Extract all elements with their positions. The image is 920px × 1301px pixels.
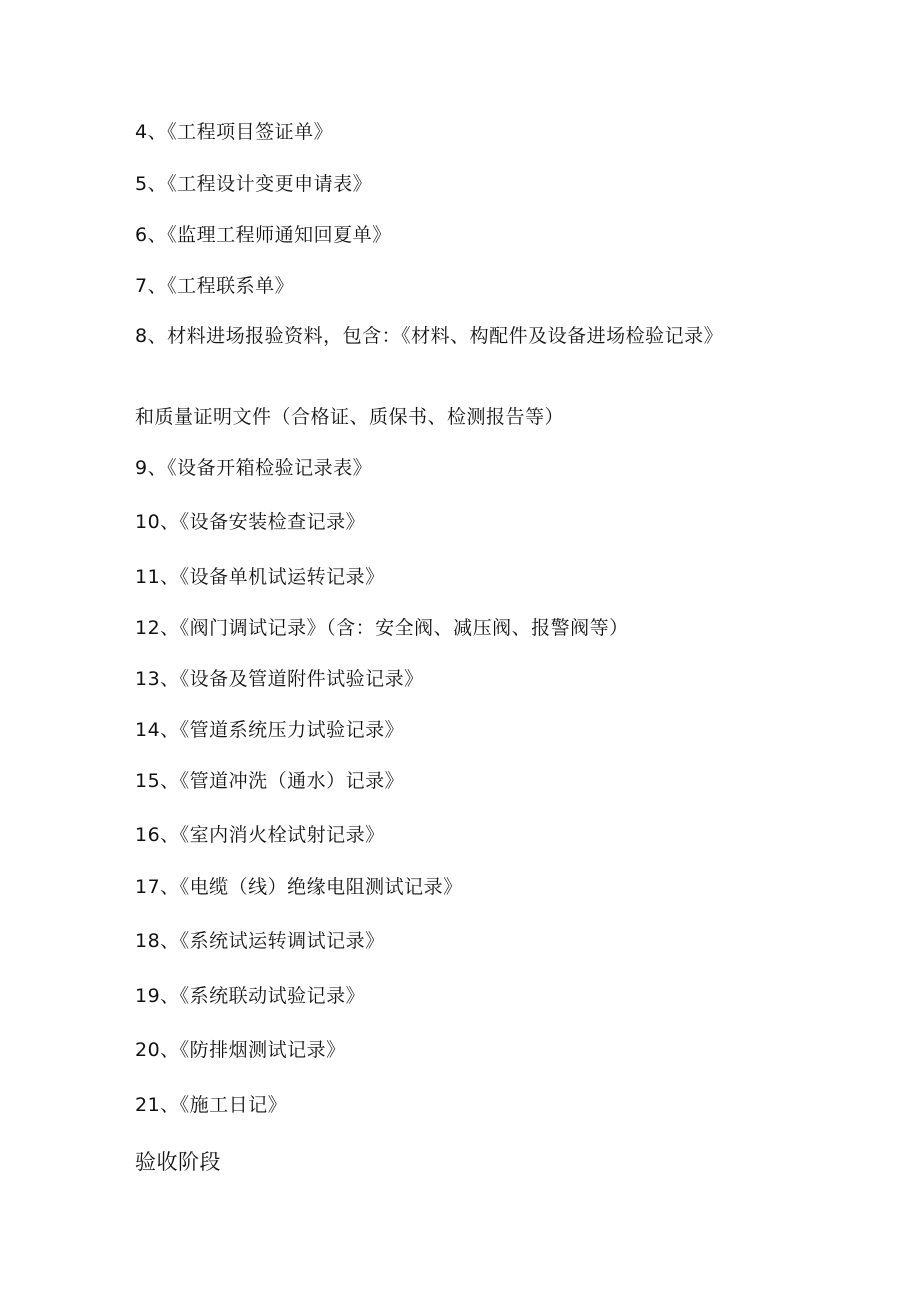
- list-item: 16、《室内消火栓试射记录》: [135, 824, 385, 846]
- list-item: 14、《管道系统压力试验记录》: [135, 719, 405, 741]
- list-item: 18、《系统试运转调试记录》: [135, 930, 385, 952]
- list-item: 15、《管道冲洗（通水）记录》: [135, 770, 405, 792]
- list-item: 12、《阀门调试记录》（含：安全阀、减压阀、报警阀等）: [135, 617, 629, 639]
- list-item-continuation: 和质量证明文件（合格证、质保书、检测报告等）: [135, 406, 565, 428]
- list-item: 5、《工程设计变更申请表》: [135, 173, 373, 195]
- list-item: 19、《系统联动试验记录》: [135, 985, 366, 1007]
- list-item: 20、《防排烟测试记录》: [135, 1039, 346, 1061]
- list-item: 11、《设备单机试运转记录》: [135, 566, 385, 588]
- list-item: 21、《施工日记》: [135, 1094, 288, 1116]
- list-item: 7、《工程联系单》: [135, 275, 295, 297]
- list-item: 6、《监理工程师通知回夏单》: [135, 224, 392, 246]
- section-heading: 验收阶段: [135, 1150, 221, 1174]
- list-item: 17、《电缆（线）绝缘电阻测试记录》: [135, 876, 463, 898]
- list-item: 13、《设备及管道附件试验记录》: [135, 668, 424, 690]
- list-item: 9、《设备开箱检验记录表》: [135, 457, 373, 479]
- list-item: 4、《工程项目签证单》: [135, 121, 334, 143]
- list-item: 10、《设备安装检查记录》: [135, 511, 366, 533]
- list-item: 8、材料进场报验资料，包含：《材料、构配件及设备进场检验记录》: [135, 325, 724, 347]
